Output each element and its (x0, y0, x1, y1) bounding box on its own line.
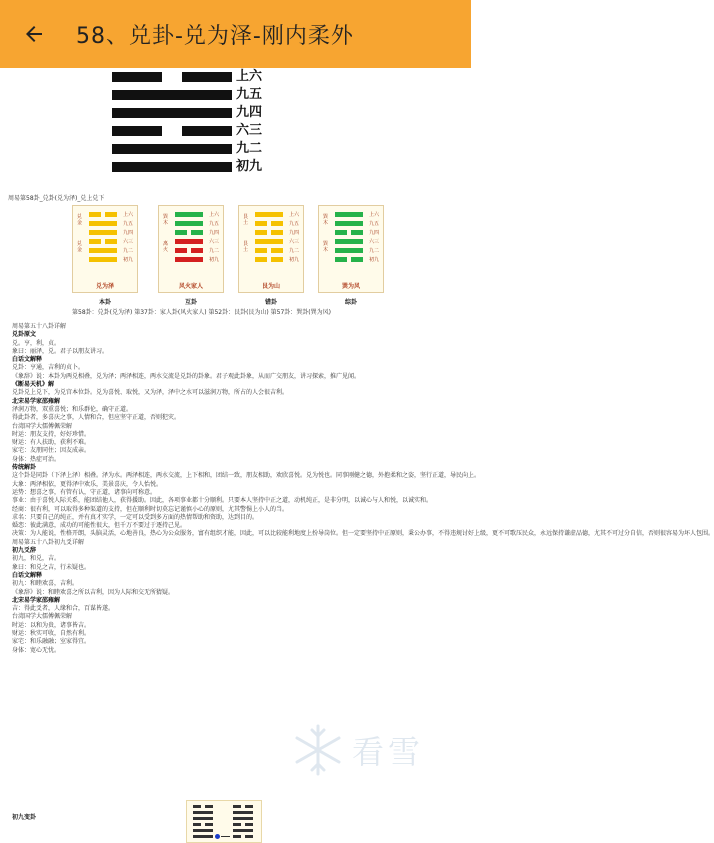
card-yin-line (105, 239, 117, 244)
card-caption: 风火家人 (178, 283, 203, 290)
card-caption: 巽为风 (341, 283, 360, 290)
hexagram-line-2 (112, 144, 232, 154)
card-caption: 兑为泽 (95, 283, 114, 290)
card-yin-line (271, 221, 283, 226)
section-header: 周易第58卦_兑卦(兑为泽)_兑上兑下 (8, 195, 105, 202)
card-yin-line (271, 230, 283, 235)
card-title: 综卦 (344, 299, 357, 306)
text-line: 《象辞》说：本卦为两兑相叠，兑为泽；两泽相连，两水交流是兑卦的卦象。君子观此卦象，从而广交朋友，讲习探索，推广见闻。 (12, 372, 361, 380)
card-line-label: 上六 (122, 212, 133, 218)
card-line-label: 九二 (368, 248, 379, 254)
card-yang-line (335, 212, 363, 217)
card-yang-line (175, 212, 203, 217)
card-yang-line (175, 257, 203, 262)
card-trigram-label: 艮土 (243, 241, 249, 253)
text-line: 初九：和睦欢喜，吉利。 (12, 580, 79, 588)
yao-line (193, 817, 213, 820)
card-yin-line (191, 230, 203, 235)
card-line-label: 初九 (208, 257, 219, 263)
card-yin-line (89, 239, 101, 244)
card-yang-line (89, 221, 117, 226)
card-trigram-label: 兑金 (77, 214, 83, 226)
yao-change-diagram (186, 800, 262, 843)
section-heading: 兑卦原文 (12, 331, 37, 339)
interpretation-text (12, 323, 714, 655)
card-yin-line (335, 230, 347, 235)
card-line-label: 九四 (368, 230, 379, 236)
card-yin-line (255, 257, 267, 262)
text-line: 经商：很有利，可以取得多种渠道的支持，但在顺利时切莫忘记谨慎小心的原则，尤其警惕上小人的当。 (12, 505, 289, 513)
hexagram-line-label: 九二 (236, 141, 263, 156)
card-trigram-label: 离火 (163, 241, 169, 253)
card-line-label: 九五 (288, 221, 299, 227)
text-line: 时运：朋友支持，好好珍惜。 (12, 430, 91, 438)
text-line: 这个卦是同卦（下泽上泽）相叠。泽为水。两泽相连，两水交流，上下相和，团结一致，朋友相助，欢欣喜悦。兑为悦也。同事刚健之德，外抱柔和之姿，坚行正道，导民向上。 (12, 472, 481, 480)
yao-line (193, 805, 201, 808)
hexagram-line-1 (112, 162, 232, 172)
section-heading: 北宋易学家邵雍解 (12, 397, 61, 405)
app-bar (0, 0, 471, 68)
card-trigram-label: 巽木 (323, 241, 329, 253)
card-line-label: 六三 (208, 239, 219, 245)
card-line-label: 九五 (368, 221, 379, 227)
card-yin-line (89, 212, 101, 217)
text-line: 兑卦兑上兑下，为兑宫本位卦。兑为喜悦、取悦，又为泽，泽中之水可以滋润万物，所占的人会很吉利。 (12, 389, 289, 397)
section-heading: 传统解卦 (12, 464, 37, 472)
card-line-label: 九五 (122, 221, 133, 227)
card-title: 错卦 (264, 299, 277, 306)
hexagram-line-label: 初九 (236, 159, 263, 174)
text-line: 大象：两泽相依，更得泽中欢乐，美景喜庆，令人怡悦。 (12, 480, 163, 488)
card-trigram-label: 巽木 (163, 214, 169, 226)
section-heading: 北宋易学家邵雍解 (12, 596, 61, 604)
text-line: 财运：秋实可收，自然有利。 (12, 629, 91, 637)
text-line: 初九，和兑，吉。 (12, 555, 61, 563)
yao-line (233, 811, 253, 814)
card-yang-line (335, 248, 363, 253)
card-yin-line (255, 248, 267, 253)
card-yin-line (351, 257, 363, 262)
section-heading: 《断易天机》解 (12, 381, 55, 389)
text-line: 象曰：和兑之吉，行未疑也。 (12, 563, 91, 571)
yao-line (233, 805, 241, 808)
hexagram-line-label: 九四 (236, 105, 263, 120)
text-line: 身体：宽心无忧。 (12, 646, 61, 654)
card-yin-line (271, 248, 283, 253)
text-line: 决策：为人能说，性格开朗，头脑灵活，心地善良，热心为公众服务，富有组织才能，因此，可以比较能利地度上扮导岗位。但一定要坚持中正原则，秉公办事，不得违规讨好上级，更不可歌压民众，永远保持谦虚品德，尤其不可过分自信，否则很容易为坏人包围。 (12, 530, 714, 538)
card-yin-line (271, 257, 283, 262)
text-line: 吉：得此爻者，人缘和合，百谋皆遂。 (12, 605, 115, 613)
yao-line (233, 823, 241, 826)
yao-line (193, 823, 201, 826)
yao-line (193, 811, 213, 814)
card-yang-line (255, 212, 283, 217)
yao-line (205, 805, 213, 808)
text-line: 周易第五十八卦初九爻详解 (12, 538, 85, 546)
hexagram-line-label: 九五 (236, 87, 263, 102)
text-line: 求名：只要自己的纯正，并有真才实学，一定可以受到多方面的热情帮助和资助，达到目的。 (12, 513, 259, 521)
yao-line (205, 823, 213, 826)
text-line: 台湾国学大儒傅佩荣解 (12, 422, 73, 430)
yao-line (193, 835, 213, 838)
card-trigram-label: 兑金 (77, 241, 83, 253)
gua-card (318, 205, 384, 293)
card-yin-line (175, 248, 187, 253)
yao-line (233, 829, 253, 832)
hexagram-line-5 (112, 90, 232, 100)
gua-cards (72, 205, 392, 306)
card-line-label: 上六 (368, 212, 379, 218)
text-line: 泽润万物，双重喜悦；和乐群伦，确守正道。 (12, 405, 133, 413)
watermark-text: 看雪 (352, 733, 425, 771)
card-yin-line (255, 230, 267, 235)
card-yin-line (191, 248, 203, 253)
card-caption: 艮为山 (261, 283, 280, 290)
hexagram-line-label: 六三 (236, 123, 263, 138)
text-line: 家宅：和乐融融；室家得宜。 (12, 638, 91, 646)
card-yang-line (335, 221, 363, 226)
yao-line (245, 835, 253, 838)
text-line: 时运：以和为贵，诸事皆吉。 (12, 621, 91, 629)
text-line: 身体：热症可治。 (12, 455, 61, 463)
card-line-label: 九二 (288, 248, 299, 254)
card-line-label: 六三 (288, 239, 299, 245)
card-line-label: 九四 (288, 230, 299, 236)
card-yang-line (89, 230, 117, 235)
gua-card (72, 205, 138, 293)
yao-change-label: 初九变卦 (12, 814, 37, 821)
gua-card (158, 205, 224, 293)
card-title: 本卦 (98, 299, 111, 306)
text-line: 事业：由于喜悦人际关系，能团结他人，获得援助。因此，各项事业都十分顺利。只要本人坚持中正之道，动机纯正，是非分明，以诚心与人和悦，以诚实和。 (12, 497, 433, 505)
card-line-label: 上六 (208, 212, 219, 218)
card-line-label: 九五 (208, 221, 219, 227)
text-line: 兑卦：亨通，吉利的贞卜。 (12, 364, 85, 372)
card-trigram-label: 巽木 (323, 214, 329, 226)
text-line: 财运：有人扶助，获利不难。 (12, 439, 91, 447)
text-line: 得此卦者，多喜庆之事，人情和合，但应坚守正道，否则犯灾。 (12, 414, 181, 422)
yao-line (245, 823, 253, 826)
card-yin-line (255, 221, 267, 226)
gua-card (238, 205, 304, 293)
gua-caption-line: 第58卦：兑卦(兑为泽) 第37卦：家人卦(风火家人) 第52卦：艮卦(艮为山) 第57卦：巽卦(巽为风) (72, 309, 331, 316)
text-line: 《象辞》说：和睦欢喜之所以吉利，因为人际和交无所猜疑。 (12, 588, 175, 596)
yao-line (233, 817, 253, 820)
card-yang-line (255, 239, 283, 244)
card-line-label: 六三 (368, 239, 379, 245)
card-yin-line (351, 230, 363, 235)
card-line-label: 九四 (122, 230, 133, 236)
back-button[interactable] (14, 14, 54, 54)
card-yin-line (335, 257, 347, 262)
section-heading: 白话文解释 (12, 571, 43, 579)
card-title: 互卦 (184, 299, 197, 306)
text-line: 兑。亨，利，贞。 (12, 339, 61, 347)
card-yin-line (105, 212, 117, 217)
hexagram-line-3 (112, 126, 232, 136)
page-title: 58、兑卦-兑为泽-刚内柔外 (76, 23, 354, 49)
card-line-label: 九二 (208, 248, 219, 254)
card-yang-line (89, 248, 117, 253)
arrow-right-icon (221, 836, 230, 837)
text-line: 婚恋：彼此满意，成功的可能性很大，但千万不要过于逐持己见。 (12, 522, 187, 530)
card-line-label: 九二 (122, 248, 133, 254)
card-yin-line (175, 230, 187, 235)
hexagram-line-label: 上六 (236, 69, 263, 84)
hexagram-diagram (112, 69, 292, 182)
changing-line-dot (215, 834, 220, 839)
hexagram-line-4 (112, 108, 232, 118)
card-line-label: 初九 (288, 257, 299, 263)
card-yang-line (335, 239, 363, 244)
yao-line (193, 829, 213, 832)
yao-line (233, 835, 241, 838)
text-line: 家宅：友朋同住；因友成亲。 (12, 447, 91, 455)
card-line-label: 初九 (368, 257, 379, 263)
yao-line (245, 805, 253, 808)
card-line-label: 六三 (122, 239, 133, 245)
snowflake-icon (290, 722, 346, 778)
card-line-label: 初九 (122, 257, 133, 263)
text-line: 运势：想喜之事，有管有认，守正道，诸事向可称意。 (12, 488, 157, 496)
card-yang-line (89, 257, 117, 262)
section-heading: 初九爻辞 (12, 547, 37, 555)
section-heading: 白话文解释 (12, 356, 43, 364)
text-line: 周易第五十八卦详解 (12, 323, 67, 330)
watermark (290, 715, 450, 785)
card-line-label: 九四 (208, 230, 219, 236)
card-yang-line (175, 239, 203, 244)
hexagram-line-6 (112, 72, 232, 82)
arrow-left-icon (22, 22, 46, 46)
card-yang-line (175, 221, 203, 226)
card-line-label: 上六 (288, 212, 299, 218)
card-trigram-label: 艮土 (243, 214, 249, 226)
text-line: 台湾国学大儒傅佩荣解 (12, 613, 73, 621)
text-line: 象曰：丽泽，兑。君子以朋友讲习。 (12, 347, 109, 355)
